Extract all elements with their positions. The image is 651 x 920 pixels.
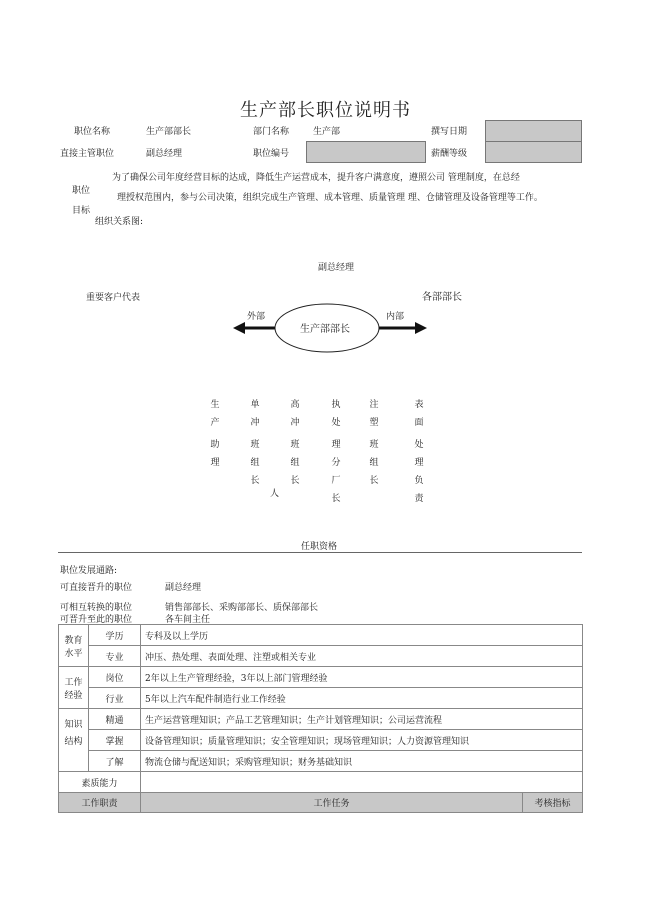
qualification-table — [58, 624, 583, 813]
row-sub: 了解 — [89, 751, 141, 772]
row-sub: 专业 — [89, 646, 141, 667]
know-label-2: 结构 — [59, 730, 89, 751]
page-title: 生产部长职位说明书 — [240, 100, 411, 121]
qualification-title: 任职资格 — [301, 542, 338, 552]
row-sub: 行业 — [89, 688, 141, 709]
row-value: 物流仓储与配送知识；采购管理知识；财务基础知识 — [141, 751, 583, 772]
supervisor-label: 直接主管职位 — [60, 149, 115, 159]
supervisor-value: 副总经理 — [146, 149, 183, 159]
org-sub-injection: 注 塑 班 组 长 — [369, 400, 379, 486]
salary-grade-field[interactable] — [485, 141, 582, 163]
promote-label: 可直接晋升的职位 — [60, 583, 133, 593]
table-row — [59, 751, 583, 772]
org-external: 外部 — [247, 312, 266, 322]
rotate-label: 可相互转换的职位 — [60, 603, 133, 613]
row-sub: 精通 — [89, 709, 141, 730]
path-label: 职位发展通路: — [60, 566, 118, 576]
row-value: 设备管理知识；质量管理知识；安全管理知识；现场管理知识；人力资源管理知识 — [141, 730, 583, 751]
quality-label: 素质能力 — [59, 772, 141, 793]
table-row — [59, 646, 583, 667]
goal-label-2: 目标 — [72, 206, 91, 216]
written-date-field[interactable] — [485, 120, 582, 142]
know-label-1: 知识 — [59, 709, 89, 730]
table-row — [59, 730, 583, 751]
edu-label-1: 教育 — [59, 625, 89, 646]
table-row — [59, 688, 583, 709]
header-duty: 工作职责 — [59, 793, 141, 813]
row-sub: 岗位 — [89, 667, 141, 688]
position-no-label: 职位编号 — [253, 149, 290, 159]
header-task: 工作任务 — [141, 793, 523, 813]
header-kpi: 考核指标 — [523, 793, 583, 813]
row-value: 生产运营管理知识；产品工艺管理知识；生产计划管理知识；公司运营流程 — [141, 709, 583, 730]
salary-grade-label: 薪酬等级 — [431, 149, 468, 159]
row-value: 2年以上生产管理经验，3年以上部门管理经验 — [141, 667, 583, 688]
right-arrow-head — [415, 322, 427, 334]
position-no-field[interactable] — [306, 141, 426, 163]
org-vice-gm: 副总经理 — [318, 263, 355, 273]
org-extra-char: 人 — [270, 489, 280, 499]
dept-name-value: 生产部 — [313, 127, 341, 137]
table-row — [59, 772, 583, 793]
row-value: 5年以上汽车配件制造行业工作经验 — [141, 688, 583, 709]
rotate-value: 销售部部长、采购部部长、质保部部长 — [165, 603, 319, 613]
org-internal: 内部 — [386, 312, 405, 322]
org-sub-assistant: 生 产 助 理 — [210, 400, 220, 468]
org-dept-heads: 各部部长 — [422, 292, 462, 303]
org-center-node: 生产部部长 — [300, 324, 350, 335]
org-sub-heat-treat: 执 处 理 分 厂 长 — [331, 400, 341, 504]
org-sub-single-press: 单 冲 班 组 长 — [250, 400, 260, 486]
section-divider — [58, 552, 582, 553]
promote-value: 副总经理 — [165, 583, 202, 593]
org-sub-high-press: 高 冲 班 组 长 — [290, 400, 300, 486]
from-value: 各车间主任 — [165, 615, 211, 625]
position-name-value: 生产部部长 — [146, 127, 192, 137]
org-sub-surface: 表 面 处 理 负 责 — [414, 400, 424, 504]
goal-label-1: 职位 — [72, 186, 91, 196]
table-row — [59, 625, 583, 646]
table-header-row — [59, 793, 583, 813]
row-sub: 掌握 — [89, 730, 141, 751]
work-label-2: 经验 — [59, 688, 89, 709]
position-name-label: 职位名称 — [74, 127, 111, 137]
goal-text-2: 理授权范围内，参与公司决策，组织完成生产管理、成本管理、质量管理 理、仓储管理及设备管理等工作。 — [117, 193, 543, 203]
written-date-label: 撰写日期 — [431, 127, 468, 137]
left-arrow-head — [233, 322, 245, 334]
org-chart-label: 组织关系图: — [95, 217, 144, 227]
dept-name-label: 部门名称 — [253, 127, 290, 137]
goal-text-1: 为了确保公司年度经营目标的达成，降低生产运营成本，提升客户满意度，遵照公司 管理制度，在总经 — [112, 173, 520, 183]
table-row — [59, 667, 583, 688]
row-value: 冲压、热处理、表面处理、注塑或相关专业 — [141, 646, 583, 667]
org-key-customer: 重要客户代表 — [86, 293, 141, 303]
row-value: 专科及以上学历 — [141, 625, 583, 646]
from-label: 可晋升至此的职位 — [60, 615, 133, 625]
work-label-1: 工作 — [59, 667, 89, 688]
edu-label-2: 水平 — [59, 646, 89, 667]
table-row — [59, 709, 583, 730]
row-sub: 学历 — [89, 625, 141, 646]
